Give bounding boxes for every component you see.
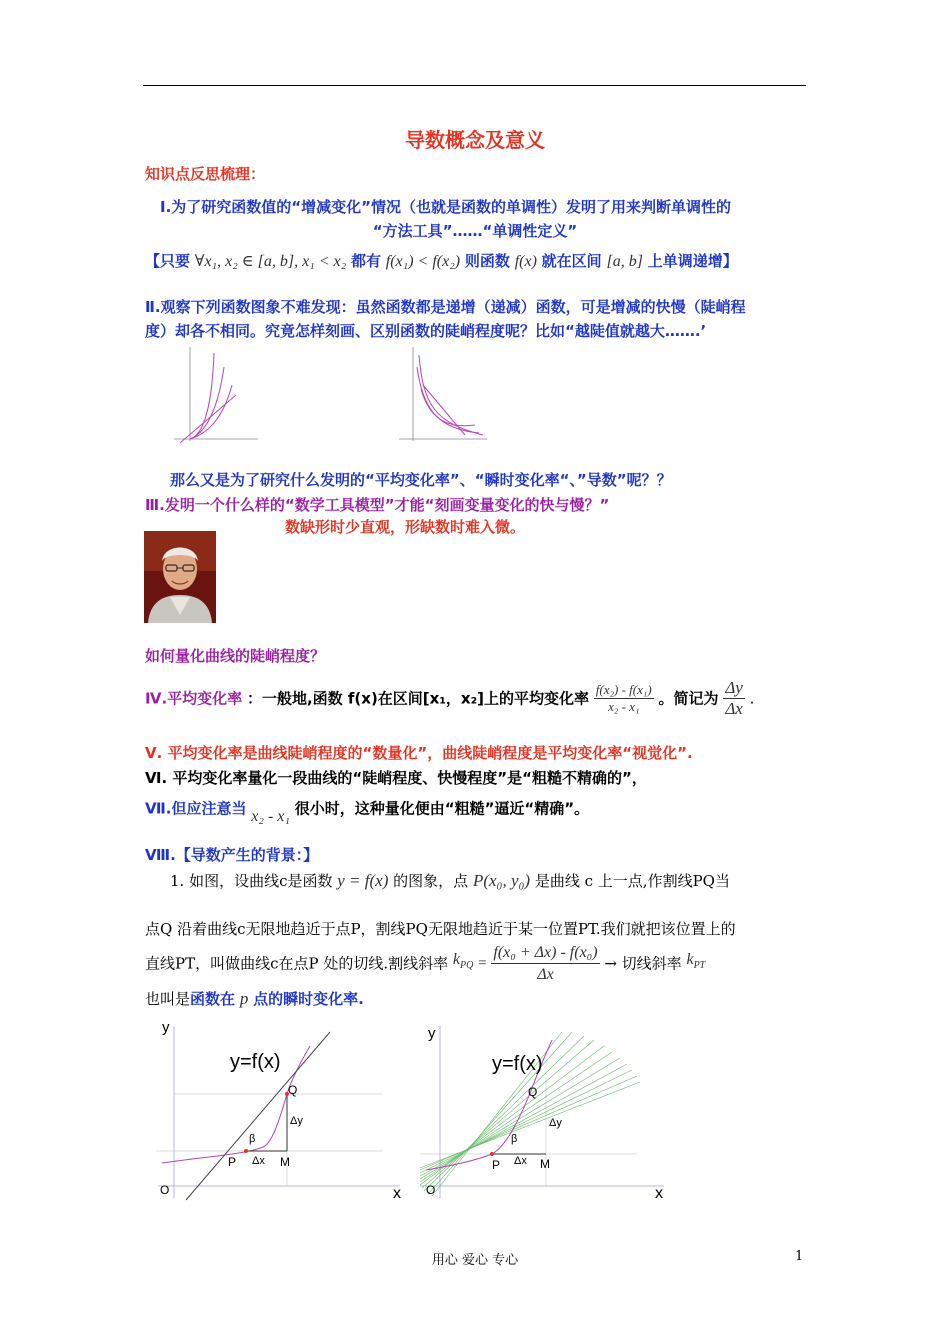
increasing-curves-graph (170, 345, 260, 445)
fig1-x-label: x (393, 1185, 401, 1202)
delta-fraction (723, 678, 745, 719)
item-6-text: Ⅵ. 平均变化率量化一段曲线的“陡峭程度、快慢程度”是“粗糙不精确的”， (145, 769, 647, 787)
graph2-curve-3 (421, 389, 475, 426)
item-4-text: ：一般地,函数 f(x)在区间[x₁，x₂]上的平均变化率 (246, 689, 590, 708)
secant-k: k (452, 951, 461, 969)
tangent-slope-symbol (686, 951, 706, 972)
graph1-curve-2 (190, 367, 224, 439)
header-rule (143, 85, 806, 86)
para-1-c: 的图象，点 (393, 872, 469, 890)
graph2-line (423, 385, 465, 435)
item-4-denote: 。简记为 (658, 689, 719, 708)
fig2-dy-label: Δy (549, 1117, 562, 1129)
tangent-figure (412, 1018, 672, 1204)
tangent-k: k (686, 951, 694, 969)
fig1-p-point (244, 1149, 248, 1153)
portrait-photo (144, 531, 216, 623)
page-number: 1 (795, 1249, 804, 1264)
section-heading: 知识点反思梳理： (145, 165, 266, 183)
graph2-curve-1 (419, 355, 483, 435)
item-7 (145, 797, 589, 827)
quote: 数缺形时少直观，形缺数时难入微。 (285, 518, 526, 536)
def-condition: ∀x₁, x₂ ∈ [a, b], x₁ < x₂ (194, 253, 347, 270)
para-1-e: 是曲线 c 上一点,作割线PQ当 (534, 872, 730, 890)
secant-slope-symbol (452, 951, 474, 972)
para-3-a: 直线PT，叫做曲线c在点P 处的切线.割线斜率 (145, 954, 449, 973)
fig2-x-label: x (655, 1185, 663, 1202)
difference-quotient-num: f(x₀ + Δx) - f(x₀) (491, 942, 599, 964)
item-6 (145, 767, 647, 789)
para-2: 点Q 沿着曲线c无限地趋近于点P，割线PQ无限地趋近于某一位置PT.我们就把该位置上的 (145, 920, 736, 938)
para-3-arrow: → 切线斜率 (604, 954, 682, 973)
para-1 (170, 870, 730, 900)
para-3-eq: = (478, 955, 487, 972)
average-rate-numerator: f(x₂) - f(x₁) (595, 682, 652, 697)
fig2-fn-label: y=f(x) (492, 1053, 543, 1075)
graph1-line (180, 395, 236, 443)
quantify-question: 如何量化曲线的陡峭程度？ (145, 647, 326, 665)
para-4 (145, 988, 364, 1010)
secant-k-sub: PQ (460, 960, 474, 972)
item-1-line-1: Ⅰ.为了研究函数值的“增减变化”情况（也就是函数的单调性）发明了用来判断单调性的 (160, 198, 731, 216)
fig2-y-label: y (428, 1025, 436, 1042)
para-1-d: P(x₀, y₀) (472, 871, 531, 890)
fig2-beta-label: β (511, 1133, 518, 1145)
item-4-label: Ⅳ.平均变化率 (145, 689, 243, 708)
def-close: 上单调递增】 (647, 252, 738, 270)
fig1-o-label: O (160, 1183, 170, 1197)
def-open: 【只要 (145, 252, 191, 270)
item-7-pre: Ⅶ.但应注意当 (145, 799, 247, 818)
fig2-q-label: Q (528, 1085, 538, 1099)
item-5: Ⅴ. 平均变化率是曲线陡峭程度的“数量化”，曲线陡峭程度是平均变化率“视觉化”. (145, 744, 693, 762)
item-7-post: 很小时，这种量化便由“粗糙”逼近“精确”。 (294, 799, 590, 818)
para-4-c: 点的瞬时变化率. (253, 990, 364, 1008)
fig1-dy-label: Δy (290, 1115, 303, 1127)
difference-quotient (491, 942, 599, 985)
item-2-line-2: 度）却各不相同。究竟怎样刻画、区别函数的陡峭程度呢？比如“越陡值就越大…….’ (145, 322, 707, 340)
fig2-dx-label: Δx (514, 1155, 527, 1167)
footer-center: 用心 爱心 专心 (431, 1253, 519, 1268)
decreasing-curves-graph (395, 345, 490, 445)
para-1-b: y = f(x) (337, 871, 389, 890)
fig2-o-label: O (426, 1183, 436, 1197)
fig1-m-label: M (280, 1155, 290, 1169)
fig2-m-label: M (540, 1157, 550, 1171)
fig1-fn-label: y=f(x) (230, 1051, 281, 1073)
para-4-b: 函数在 (190, 990, 236, 1008)
average-rate-fraction (594, 682, 654, 715)
item-7-expr: x₂ - x₁ (251, 808, 290, 825)
fig2-p-point (490, 1152, 494, 1156)
fig1-p-label: P (228, 1155, 237, 1169)
page-title: 导数概念及意义 (405, 128, 545, 152)
def-dou: 都有 (350, 252, 381, 270)
para-1-a: 1. 如图，设曲线c是函数 (170, 872, 333, 890)
def-ze: 则函数 (464, 252, 510, 270)
item-1-line-2: “方法工具”……“单调性定义” (372, 222, 578, 240)
item-3: Ⅲ.发明一个什么样的“数学工具模型”才能“刻画变量变化的快与慢？” (145, 496, 610, 514)
fig1-y-label: y (162, 1019, 170, 1036)
fig2-p-label: P (492, 1158, 501, 1172)
delta-x: Δx (725, 699, 743, 718)
item-2-line-1: Ⅱ.观察下列函数图象不难发现：虽然函数都是递增（递减）函数，可是增减的快慢（陡峭程 (145, 298, 746, 316)
average-rate-denominator: x₂ - x₁ (608, 699, 640, 714)
def-jiu: 就在区间 (541, 252, 602, 270)
question-line: 那么又是为了研究什么发明的“平均变化率”、“瞬时变化率“、”导数”呢？？ (170, 471, 672, 489)
monotonic-definition (145, 250, 738, 280)
fig1-dx-label: Δx (252, 1155, 265, 1167)
delta-y: Δy (725, 678, 743, 697)
def-inequality: f(x₁) < f(x₂) (385, 253, 461, 270)
item-8: Ⅷ.【导数产生的背景：】 (145, 846, 319, 864)
tangent-k-sub: PT (693, 960, 706, 972)
secant-figure (150, 1018, 410, 1204)
fig1-beta-label: β (249, 1133, 256, 1145)
para-4-p: p (239, 989, 249, 1008)
item-4-end: . (749, 689, 755, 708)
def-interval: [a, b] (606, 253, 643, 270)
def-fx: f(x) (514, 253, 537, 270)
difference-quotient-den: Δx (537, 966, 554, 983)
para-4-a: 也叫是 (145, 990, 191, 1008)
para-3 (145, 942, 705, 990)
item-4 (145, 678, 754, 728)
fig1-q-label: Q (288, 1083, 298, 1097)
